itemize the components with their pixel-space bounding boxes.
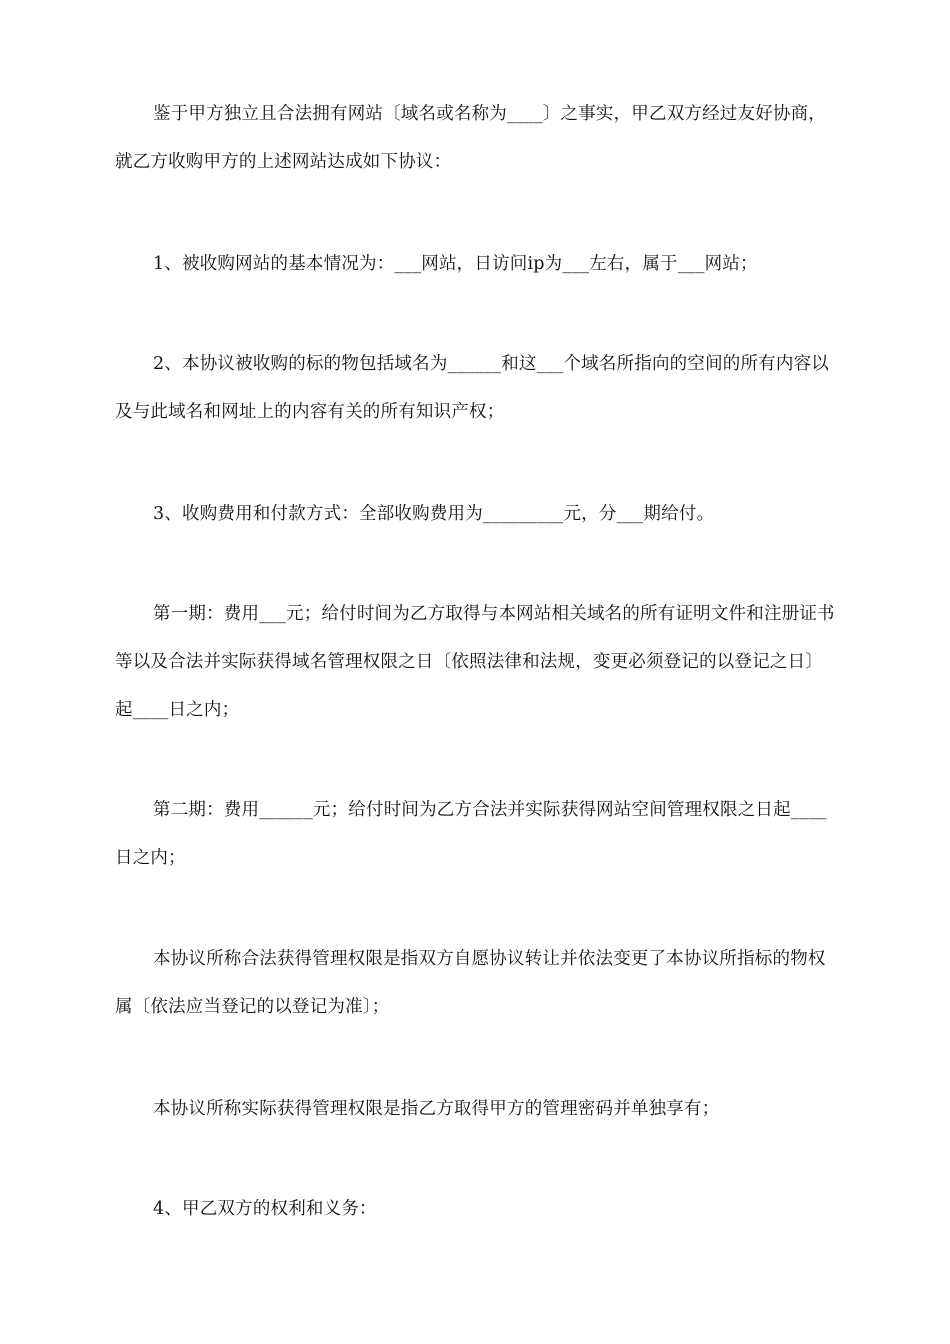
clause-2-paragraph: 2、本协议被收购的标的物包括域名为______和这___个域名所指向的空间的所有内容以及与此域名和网址上的内容有关的所有知识产权； [115,354,829,422]
actual-authority-definition-paragraph: 本协议所称实际获得管理权限是指乙方取得甲方的管理密码并单独享有； [153,1099,720,1119]
clause-1-paragraph: 1、被收购网站的基本情况为：___网站，日访问ip为___左右，属于___网站； [153,254,758,274]
clause-3-paragraph: 3、收购费用和付款方式：全部收购费用为_________元，分___期给付。 [153,504,715,524]
second-installment-paragraph: 第二期：费用______元；给付时间为乙方合法并实际获得网站空间管理权限之日起____日之内； [115,800,827,868]
first-installment-paragraph: 第一期：费用___元；给付时间为乙方取得与本网站相关域名的所有证明文件和注册证书等以及合法并实际获得域名管理权限之日〔依照法律和法规，变更必须登记的以登记之日〕起____日之内； [115,604,835,720]
intro-paragraph: 鉴于甲方独立且合法拥有网站〔域名或名称为____〕之事实，甲乙双方经过友好协商，就乙方收购甲方的上述网站达成如下协议： [115,104,826,172]
legal-authority-definition-paragraph: 本协议所称合法获得管理权限是指双方自愿协议转让并依法变更了本协议所指标的物权属〔依法应当登记的以登记为准〕； [115,949,826,1017]
clause-4-heading: 4、甲乙双方的权利和义务： [153,1199,377,1219]
